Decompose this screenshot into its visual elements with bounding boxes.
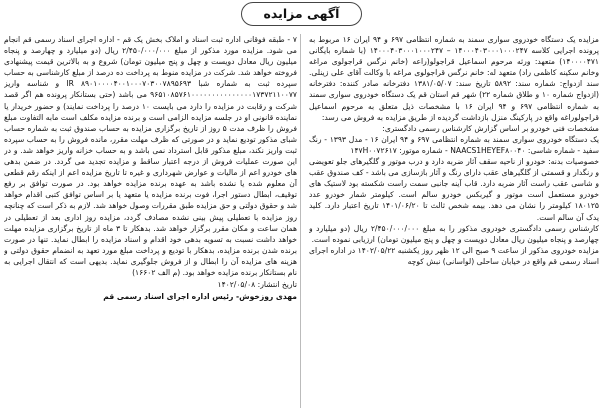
left-column [4,34,297,414]
paragraph: مشخصات فنی خودرو بر اساس گزارش کارشناس رسمی دادگستری: [382,123,599,133]
notice-title: آگهی مزایده [241,2,362,26]
paragraph: مزایده یک دستگاه خودروی سواری سمند به شماره انتظامی ۶۹۷ و ۹۴ ایران ۱۶ مربوط به پرونده اجرایی کلاسه ۱۴۰۰۰۴۰۳۰۰۰۱۰۰۰۲۴۷ – ۱۴۰۰۰۴۰۳۰۰۰۱۰۰۰۲۴۷ (با شماره بایگانی ۱۴۰۰۰۰۴۷۱) متعهد: ورثه مرحوم اسماعیل قراجولو(راعه (خانم نرگس قراجولوی مراغه وخانم سکینه کاظمی راد) متعهد له: خانم نرگس قراجولوی مراغه با وکالت آقای علی زینلی. سند ازدواج: شماره سند: ۵۸۹۲ تاریخ سند: ۱۳۸۱/۰۵/۰۷ دفترخانه صادر کننده: دفترخانه (ازدواج شماره ۱۰ و طلاق شماره ۲۲) شهر قم استان قم یک دستگاه خودروی سواری سمند به شماره انتظامی ۶۹۷ و ۹۴ ایران ۱۶ با مشخصات ذیل متعلق به مرحوم اسماعیل قراجولوراغه واقع در پارکینگ منزل بازداشت گردیده از طریق مزایده به فروش می رسد: [309,35,599,122]
paragraph: کارشناس رسمی دادگستری خودروی مذکور را به مبلغ ۲/۴۵۰/۰۰۰/۰۰۰ ریال (دو میلیارد و چهارصد و پنجاه میلیون ریال معادل دویست و چهل و پنج میلیون تومان) ارزیابی نموده است. [309,223,599,244]
paragraph: مزایده خودروی مذکور از ساعت ۹ صبح الی ۱۲ ظهر روز یکشنبه ۱۴۰۲/۰۵/۲۲ در اداره اجرای اسناد رسمی قم واقع در خیابان ساحلی (لواسانی) نبش کوچه [309,245,599,266]
paragraph: یک دستگاه خودروی سواری سمند به شماره انتظامی ۶۹۷ و ۹۴ ایران ۱۶ - مدل ۱۳۹۳ - رنگ سفید - شماره شاسی: NAACS1HEYEF۸۰۰۴۰ - شماره موتور: ۱۴۷H۰۰۷۲۶۱۷ [309,134,599,155]
publish-date: تاریخ انتشار: ۱۴۰۲/۰۵/۰۸ [217,280,297,290]
signatory: مهدی روزخوش- رئیس اداره اجرای اسناد رسمی قم [103,292,297,302]
right-column [309,34,599,414]
paragraph: خصوصیات بدنه: خودرو از ناحیه سقف آثار ضربه دارد و درب موتور و گلگیرهای جلو تعویضی و رنگدار و قسمتی از گلگیرهای عقب دارای رنگ و آثار بازسازی می باشد - کف صندوق عقب و شاسی عقب راست آثار ضربه دارد. قاب آینه جانبی سمت راست شکسته بود لاستیک های خودرو مستعمل است موتور و گیربکس خودرو سالم است. کیلومتر شمار خودرو عدد ۱۸۰۱۲۵ کیلومتر را نشان می دهد. بیمه شخص ثالث تا ۱۴۰۱/۰۶/۲۰ تاریخ اعتبار دارد. کلید یدک آن سالم است. [309,157,599,222]
paragraph: ۷ - طبقه فوقانی اداره ثبت اسناد و املاک بخش یک قم - اداره اجرای اسناد رسمی قم انجام می شود. مزایده مورد مذکور از مبلغ ۲/۴۵۰/۰۰۰/۰۰۰ ریال (دو میلیارد و چهارصد و پنجاه میلیون ریال معادل دویست و چهل و پنج میلیون تومان) شروع و به بالاترین قیمت پیشنهادی فروخته خواهد شد. شرکت در مزایده منوط به پرداخت ده درصد از مبلغ کارشناسی به حساب سپرده ثبت به شماره شبا IR ۸۹۰۱۰۰۰۰۴۰۰۱۰۰۰۷۰۳۰۰۷۸۹۵۶۹۳ و شناسه واریز ۹۶۵۱۰۸۵۷۶۱۰۰۰۰۰۰۰۰۰۰۰۰۰۰۰۱۷۳۷۲۱۱۰۰۷۷ می باشد (حتی بستانکار پرونده هم اگر قصد شرکت و رقابت در مزایده را دارد می بایست ۱۰ درصد را پرداخت نمایند) و حضور خریدار یا نماینده قانونی او در جلسه مزایده الزامی است و برنده مزایده مکلف است مابه التفاوت مبلغ فروش را ظرف مدت ۵ روز از تاریخ برگزاری مزایده به حساب صندوق ثبت به شماره حساب شبای مذکور تودیع نماید و در صورتی که ظرف مهلت مقرر، مانده فروش را به حساب سپرده ثبت واریز نکند، مبلغ مذکور قابل استرداد نمی باشد و به حساب خزانه واریز خواهد شد. و در این صورت عملیات فروش از درجه اعتبار ساقط و مزایده تجدید می گردد. در ضمن بدهی های خودرو اعم از مالیات و عوارض شهرداری و غیره تا تاریخ مزایده اعم از اینکه رقم قطعی آن معلوم شده یا نشده باشد به عهده برنده مزایده خواهد بود. در صورت توافق بر رفع توقیف، ابطال دستور اجرا، فوت برنده مزایده یا متعهد یا بر اساس توافق کتبی اقدام خواهد شد و حقوق دولتی و حق مزایده طبق مقررات وصول خواهد شد. لازم به ذکر است که چنانچه روز مزایده با تعطیلی پیش بینی نشده مصادف گردد، مزایده روز اداری بعد از تعطیلی در همان ساعت و مکان مقرر برگزار خواهد شد. بدهکار تا ۳ ماه از تاریخ برگزاری مزایده مهلت خواهد داشت نسبت به تسویه بدهی خود اقدام و اسناد مزایده را ابطال نماید. تنها در صورت برنده شدن برنده مزایده، بدهکار با تودیع و پرداخت مبلغ مورد تعهد به انضمام حقوق دولتی و هزینه های مزایده آن را ابطال و از فروش جلوگیری نماید. بدیهی است که انتقال اجرایی به نام بستانکار برنده مزایده خواهد بود. (م الف ۱۶۶۰۲) [4,35,297,277]
column-divider [300,34,301,408]
